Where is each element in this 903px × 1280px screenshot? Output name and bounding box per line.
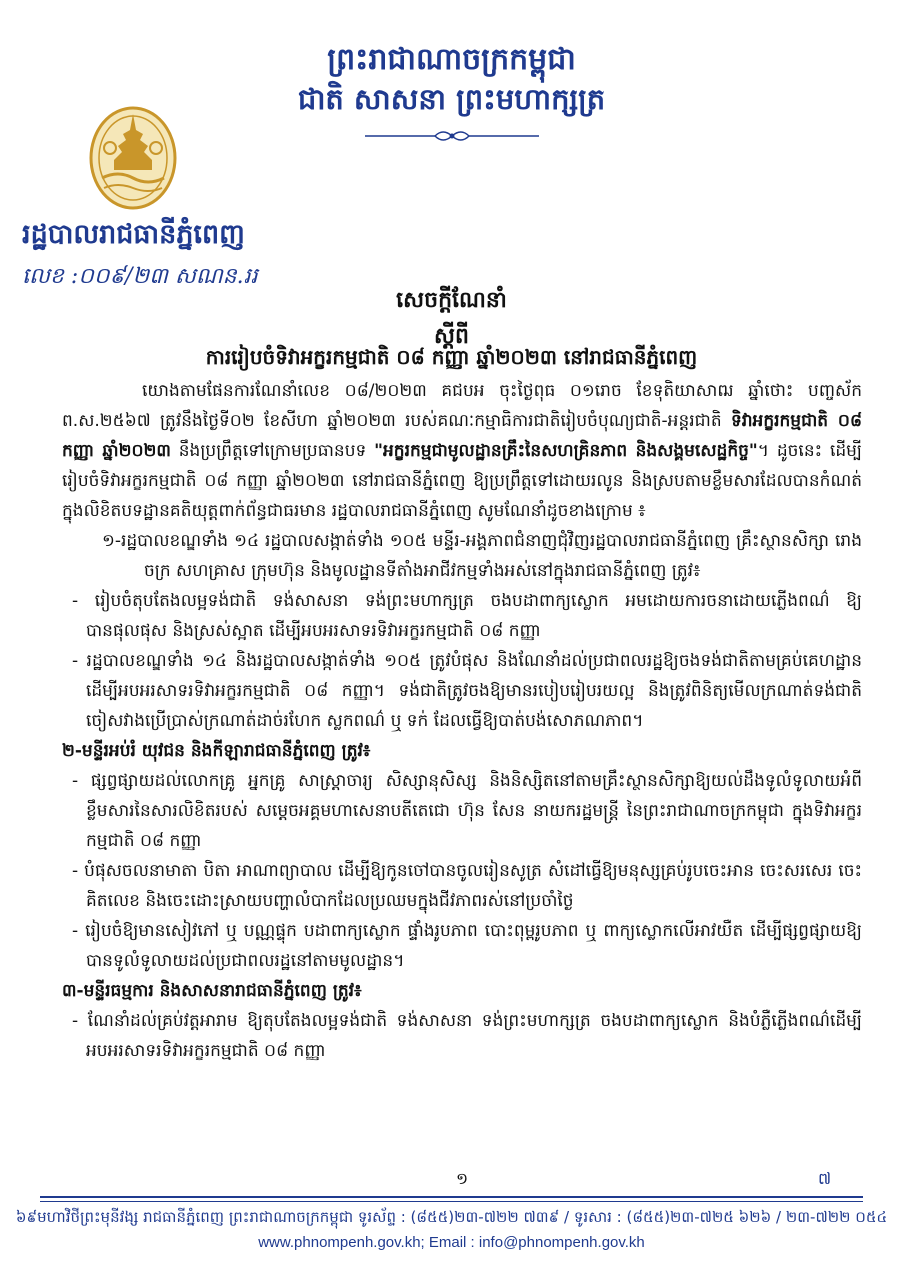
section-2-heading: ២-មន្ទីរអប់រំ យុវជន និងកីឡារាជធានីភ្នំពេញ ត្រូវ៖ (62, 741, 371, 761)
divider-ornament-icon (365, 128, 539, 144)
section-1-item-1: - រៀបចំតុបតែងលម្អទង់ជាតិ ទង់សាសនា ទង់ព្រះមហាក្សត្រ ចងបដាពាក្យស្លោក អមដោយការចនាដោយភ្លើងពណ៌ ឱ្យបានផុលផុស និងស្រស់ស្អាត ដើម្បីអបអរសាទរទិវាអក្ខរកម្មជាតិ ០៨ កញ្ញា (72, 591, 862, 641)
section-2-item-2: - បំផុសចលនាមាតា បិតា អាណាព្យាបាល ដើម្បីឱ្យកូនចៅបានចូលរៀនសូត្រ សំដៅធ្វើឱ្យមនុស្សគ្រប់រូបចេះអាន ចេះសរសេរ ចេះគិតលេខ និងចេះដោះស្រាយបញ្ហាលំបាកដែលប្រឈមក្នុងជីវភាពរស់នៅប្រចាំថ្ងៃ (72, 861, 862, 911)
page-number: ១ (456, 1169, 469, 1188)
footer-divider (40, 1196, 863, 1198)
intro-paragraph: យោងតាមផែនការណែនាំលេខ ០៨/២០២៣ គជបអ ចុះថ្ងៃពុធ ០១រោច ខែទុតិយាសាឍ ឆ្នាំថោះ បញ្ចស័ក ព.ស.២៥៦៧ ត្រូវនឹងថ្ងៃទី០២ ខែសីហា ឆ្នាំ២០២៣ របស់គណៈកម្មាធិការជាតិរៀបចំបុណ្យជាតិ-អន្តរជាតិ ទិវាអក្ខរកម្មជាតិ ០៨ កញ្ញា ឆ្នាំ២០២៣ នឹងប្រព្រឹត្តទៅក្រោមប្រធានបទ "អក្ខរកម្មជាមូលដ្ឋានគ្រឹះនៃសហគ្រិនភាព និងសង្គមសេដ្ឋកិច្ច"។ ដូចនេះ ដើម្បីរៀបចំទិវាអក្ខរកម្មជាតិ ០៨ កញ្ញា ឆ្នាំ២០២៣ នៅរាជធានីភ្នំពេញ ឱ្យប្រព្រឹត្តទៅដោយរលូន និងស្របតាមខ្លឹមសារដែលបានកំណត់ក្នុងលិខិតបទដ្ឋានគតិយុត្តពាក់ព័ន្ធជាធរមាន រដ្ឋបាលរាជធានីភ្នំពេញ សូមណែនាំដូចខាងក្រោម ៖ (62, 381, 862, 521)
section-2-item-3: - រៀបចំឱ្យមានសៀវភៅ ឬ បណ្ណផ្ទុក បដាពាក្យស្លោក ផ្ទាំងរូបភាព បោះពុម្ពរូបភាព ឬ ពាក្យស្លោកលើអាវយឺត ដើម្បីផ្សព្វផ្សាយឱ្យបានទូលំទូលាយដល់ប្រជាពលរដ្ឋនៅតាមមូលដ្ឋាន។ (72, 921, 862, 971)
nation-motto: ជាតិ សាសនា ព្រះមហាក្សត្រ (297, 82, 606, 116)
footer-address: ៦៩មហាវិថីព្រះមុនីវង្ស រាជធានីភ្នំពេញ ព្រះរាជាណាចក្រកម្ពុជា ទូរស័ព្ទ : (៨៥៥)២៣-៧២២ ៧៣៩ / ទូរសារ : (៨៥៥)២៣-៧២៥ ៦២៦ / ២៣-៧២២ ០៥៤ (15, 1208, 888, 1226)
section-3-heading: ៣-មន្ទីរធម្មការ និងសាសនារាជធានីភ្នំពេញ ត្រូវ៖ (62, 981, 362, 1001)
footer-divider-thin (40, 1201, 863, 1202)
document-subject: ការរៀបចំទិវាអក្ខរកម្មជាតិ ០៨ កញ្ញា ឆ្នាំ២០២៣ នៅរាជធានីភ្នំពេញ (205, 345, 698, 369)
reference-number: លេខ :០០៩/២៣ សណន.ររ (22, 264, 258, 289)
document-body (62, 376, 862, 1066)
document-type: សេចក្តីណែនាំ (396, 288, 507, 313)
section-2-item-1: - ផ្សព្វផ្សាយដល់លោកគ្រូ អ្នកគ្រូ សាស្ត្រាចារ្យ សិស្សានុសិស្ស និងនិស្សិតនៅតាមគ្រឹះស្ថានសិក្សាឱ្យយល់ដឹងទូលំទូលាយអំពីខ្លឹមសារនៃសារលិខិតរបស់ សម្តេចអគ្គមហាសេនាបតីតេជោ ហ៊ុន សែន នាយករដ្ឋមន្ត្រី នៃព្រះរាជាណាចក្រកម្ពុជា ក្នុងទិវាអក្ខរកម្មជាតិ ០៨ កញ្ញា (72, 771, 862, 851)
section-3-item-1: - ណែនាំដល់គ្រប់វត្តអារាម ឱ្យតុបតែងលម្អទង់ជាតិ ទង់សាសនា ទង់ព្រះមហាក្សត្រ ចងបដាពាក្យស្លោក និងបំភ្លឺភ្លើងពណ៌ដើម្បីអបអរសាទរទិវាអក្ខរកម្មជាតិ ០៨ កញ្ញា (72, 1011, 862, 1061)
event-theme: "អក្ខរកម្មជាមូលដ្ឋានគ្រឹះនៃសហគ្រិនភាព និងសង្គមសេដ្ឋកិច្ច" (374, 441, 758, 461)
kingdom-title: ព្រះរាជាណាចក្រកម្ពុជា (327, 42, 576, 77)
phnom-penh-seal-icon (88, 100, 178, 212)
section-1-item-2: - រដ្ឋបាលខណ្ឌទាំង ១៤ និងរដ្ឋបាលសង្កាត់ទាំង ១០៥ ត្រូវបំផុស និងណែនាំដល់ប្រជាពលរដ្ឋឱ្យចងទង់ជាតិតាមគ្រប់គេហដ្ឋាន ដើម្បីអបអរសាទរទិវាអក្ខរកម្មជាតិ ០៨ កញ្ញា។ ទង់ជាតិត្រូវចងឱ្យមានរបៀបរៀបរយល្អ និងត្រូវពិនិត្យមើលក្រណាត់ទង់ជាតិ ចៀសវាងប្រើប្រាស់ក្រណាត់ដាច់រហែក ស្លកពណ៌ ឬ ទក់ ដែលធ្វើឱ្យបាត់បង់សោភណភាព។ (72, 651, 862, 731)
section-1-heading: ១-រដ្ឋបាលខណ្ឌទាំង ១៤ រដ្ឋបាលសង្កាត់ទាំង ១០៥ មន្ទីរ-អង្គភាពជំនាញជុំវិញរដ្ឋបាលរាជធានីភ្នំពេញ គ្រឹះស្ថានសិក្សា រោងចក្រ សហគ្រាស ក្រុមហ៊ុន និងមូលដ្ឋានទីតាំងអាជីវកម្មទាំងអស់នៅក្នុងរាជធានីភ្នំពេញ ត្រូវ៖ (102, 531, 862, 581)
document-about: ស្តីពី (434, 324, 469, 349)
event-name: ទិវាអក្ខរកម្មជាតិ ០៨ កញ្ញា ឆ្នាំ២០២៣ (62, 411, 862, 461)
issuing-authority: រដ្ឋបាលរាជធានីភ្នំពេញ (22, 219, 245, 250)
footer-contact: www.phnompenh.gov.kh; Email : info@phnompenh.gov.kh (258, 1234, 645, 1251)
handwritten-page-mark: ៧ (818, 1169, 832, 1188)
